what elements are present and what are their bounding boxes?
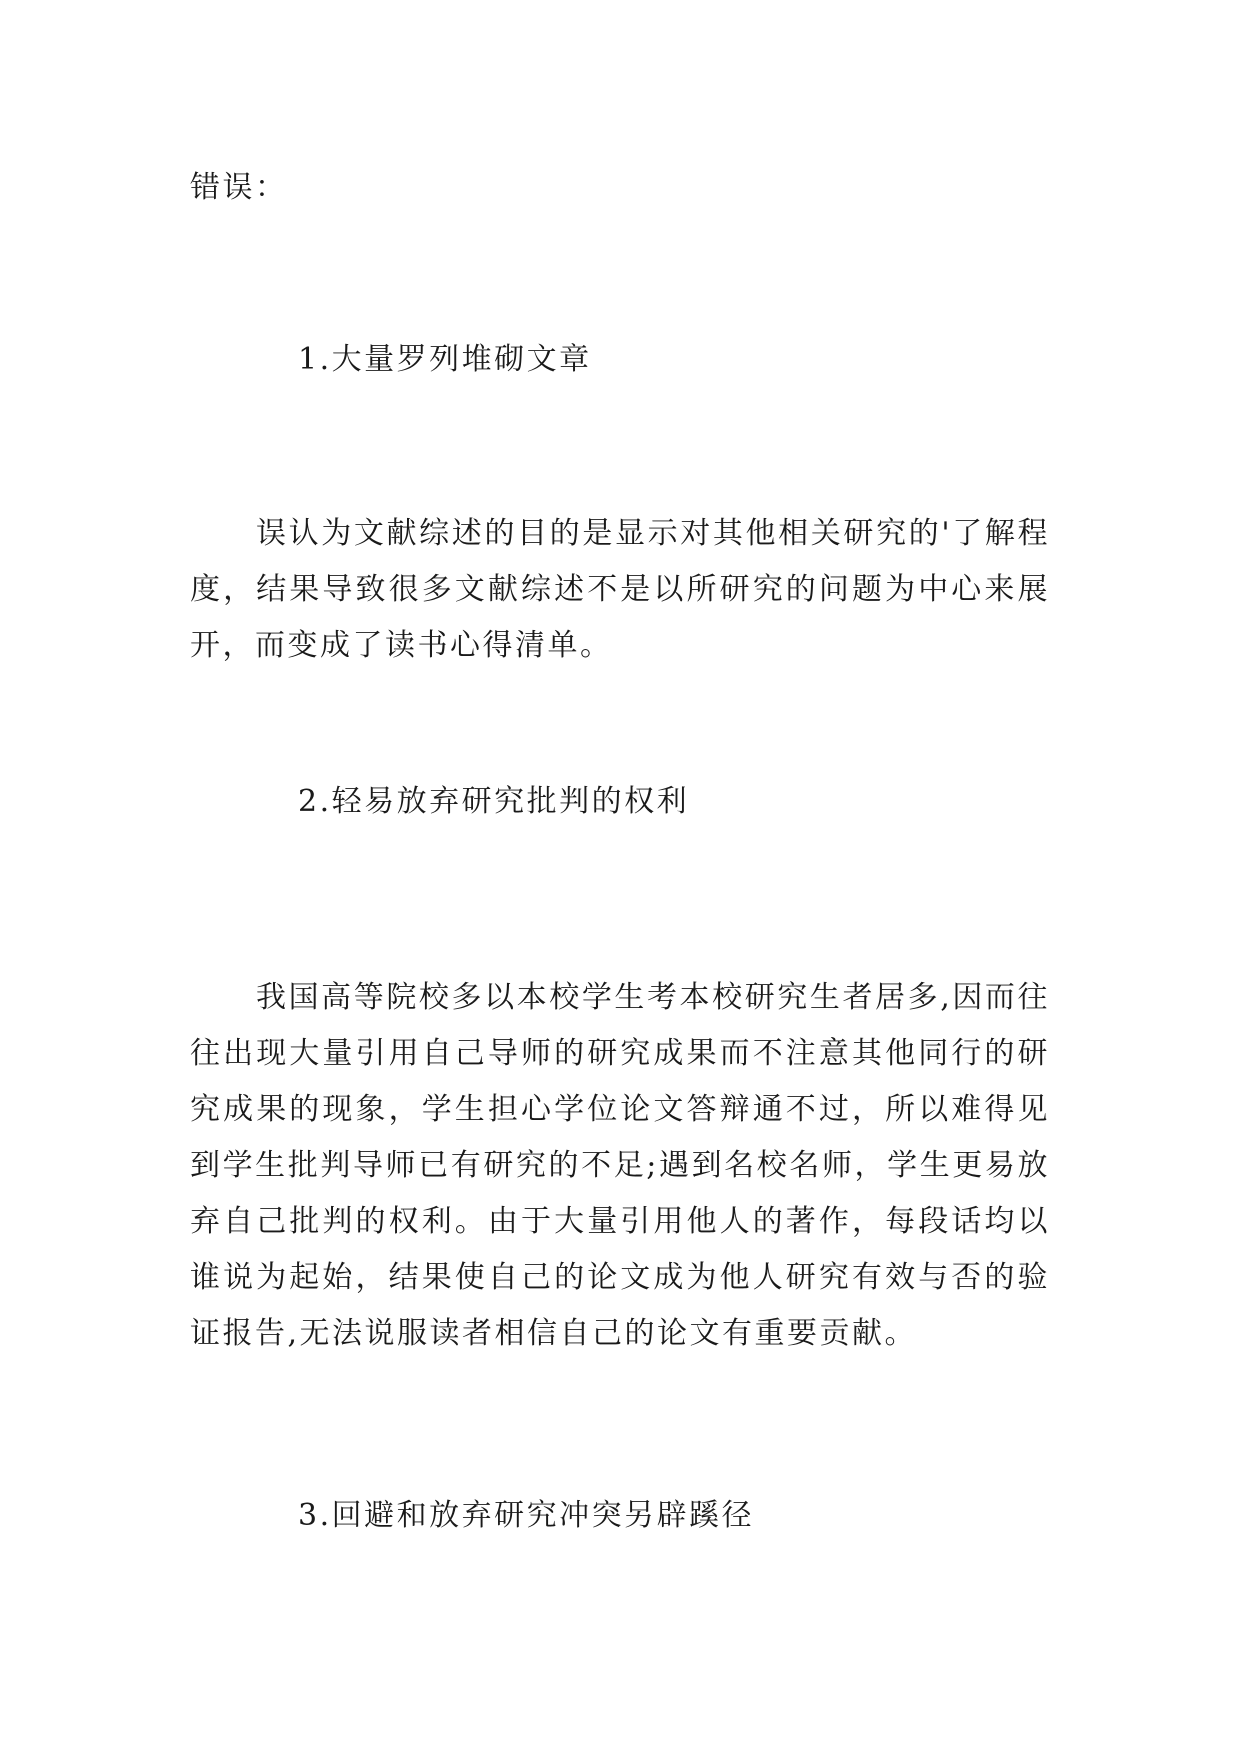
section-heading-3: 3.回避和放弃研究冲突另辟蹊径 [298, 1498, 755, 1533]
section-body-2: 我国高等院校多以本校学生考本校研究生者居多,因而往往出现大量引用自己导师的研究成果而不注意其他同行的研究成果的现象，学生担心学位论文答辩通不过，所以难得见到学生批判导师已有研究的不足;遇到名校名师，学生更易放弃自己批判的权利。由于大量引用他人的著作，每段话均以谁说为起始，结果使自己的论文成为他人研究有效与否的验证报告,无法说服读者相信自己的论文有重要贡献。 [190, 980, 1050, 1351]
intro-text: 错误： [190, 170, 288, 205]
section-body-1: 误认为文献综述的目的是显示对其他相关研究的'了解程度，结果导致很多文献综述不是以所研究的问题为中心来展开，而变成了读书心得清单。 [190, 516, 1050, 663]
section-heading-1: 1.大量罗列堆砌文章 [298, 342, 592, 377]
section-heading-2: 2.轻易放弃研究批判的权利 [298, 784, 690, 819]
